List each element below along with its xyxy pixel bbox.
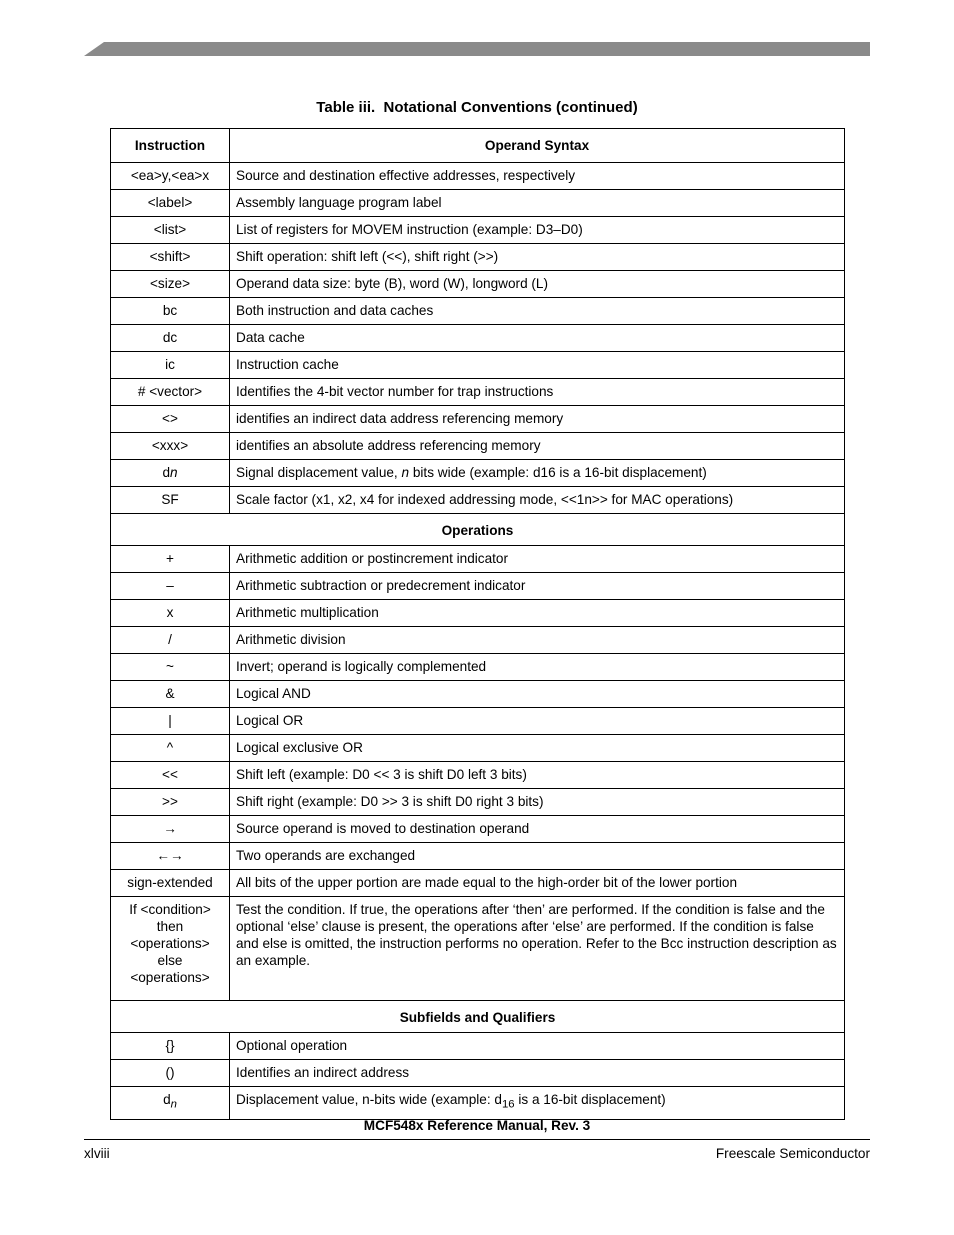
table-row [111,352,845,379]
row-description: Assembly language program label [230,190,845,217]
table-row [111,244,845,271]
table-row [111,406,845,433]
symbol-text: d [162,465,170,480]
row-symbol: <label> [111,190,230,217]
row-symbol: | [111,708,230,735]
company-name: Freescale Semiconductor [715,1146,870,1161]
row-symbol: <ea>y,<ea>x [111,163,230,190]
row-description: identifies an indirect data address referencing memory [230,406,845,433]
row-symbol: bc [111,298,230,325]
table-row [111,546,845,573]
description-subscript: 16 [501,1098,515,1111]
section-heading-row [111,514,845,546]
row-symbol: {} [111,1033,230,1060]
table-row [111,190,845,217]
symbol-subscript: n [170,1098,177,1111]
row-symbol: >> [111,789,230,816]
row-description: Source operand is moved to destination operand [230,816,845,843]
row-description: Scale factor (x1, x2, x4 for indexed addressing mode, <<1n>> for MAC operations) [230,487,845,514]
table-row [111,163,845,190]
row-symbol: <size> [111,271,230,298]
row-symbol: SF [111,487,230,514]
description-text: Displacement value, n-bits wide (example: d [236,1092,502,1107]
table-row [111,379,845,406]
row-description: Arithmetic subtraction or predecrement indicator [230,573,845,600]
row-symbol: ~ [111,654,230,681]
row-symbol: – [111,573,230,600]
row-symbol [111,460,230,487]
row-description [230,1087,845,1120]
table-row [111,816,845,843]
row-description: Data cache [230,325,845,352]
row-symbol: << [111,762,230,789]
row-description: Logical OR [230,708,845,735]
row-symbol: # <vector> [111,379,230,406]
table-title: Table iii. Notational Conventions (continued) [316,99,638,116]
row-symbol: ←→ [111,843,230,870]
header-decorative-bar [84,42,870,56]
footer-manual-title: MCF548x Reference Manual, Rev. 3 [363,1118,591,1133]
table-row [111,708,845,735]
row-symbol: () [111,1060,230,1087]
row-symbol: sign-extended [111,870,230,897]
row-description: Shift left (example: D0 << 3 is shift D0 left 3 bits) [230,762,845,789]
table-row [111,735,845,762]
table-row [111,897,845,1001]
description-text: is a 16-bit displacement) [514,1092,666,1107]
row-description: Instruction cache [230,352,845,379]
table-row [111,627,845,654]
table-row [111,654,845,681]
row-description: Both instruction and data caches [230,298,845,325]
table-row [111,460,845,487]
row-symbol [111,1087,230,1120]
table-row [111,271,845,298]
table-row [111,487,845,514]
row-symbol: / [111,627,230,654]
row-symbol: x [111,600,230,627]
table-row [111,325,845,352]
symbol-text: d [163,1092,171,1107]
table-row [111,762,845,789]
row-description: Identifies the 4-bit vector number for trap instructions [230,379,845,406]
table-row [111,217,845,244]
table-row [111,433,845,460]
row-description: Arithmetic addition or postincrement indicator [230,546,845,573]
row-description: Optional operation [230,1033,845,1060]
row-symbol: ^ [111,735,230,762]
footer-divider [84,1139,870,1140]
header-operand-syntax: Operand Syntax [230,129,845,163]
table-row [111,298,845,325]
table-row [111,1033,845,1060]
row-description: Invert; operand is logically complemented [230,654,845,681]
row-symbol: + [111,546,230,573]
page-number: xlviii [84,1146,110,1161]
header-instruction: Instruction [111,129,230,163]
table-header-row [111,129,845,163]
table-row [111,843,845,870]
row-description [230,460,845,487]
row-description: Test the condition. If true, the operations after ‘then’ are performed. If the condition is false and the optional ‘else’ clause is present, the operations after ‘else’ are performed. If the condition is false and else is omitted, the instruction performs no operation. Refer to the Bcc instruction description as an example. [230,897,845,1001]
row-symbol: ic [111,352,230,379]
row-description: List of registers for MOVEM instruction (example: D3–D0) [230,217,845,244]
row-description: Identifies an indirect address [230,1060,845,1087]
row-symbol: <> [111,406,230,433]
row-description: Logical AND [230,681,845,708]
description-italic: n [401,465,410,480]
row-symbol: <xxx> [111,433,230,460]
row-description: Logical exclusive OR [230,735,845,762]
row-description: Shift operation: shift left (<<), shift right (>>) [230,244,845,271]
row-symbol: & [111,681,230,708]
row-description: All bits of the upper portion are made equal to the high-order bit of the lower portion [230,870,845,897]
table-row [111,1087,845,1120]
table-row [111,789,845,816]
row-description: Two operands are exchanged [230,843,845,870]
row-description: Arithmetic division [230,627,845,654]
table-row [111,600,845,627]
table-row [111,870,845,897]
section-heading-row [111,1001,845,1033]
symbol-italic: n [170,465,178,480]
description-text: bits wide (example: d16 is a 16-bit displacement) [409,465,707,480]
row-description: Shift right (example: D0 >> 3 is shift D0 right 3 bits) [230,789,845,816]
table-row [111,681,845,708]
row-description: identifies an absolute address referencing memory [230,433,845,460]
row-symbol: If <condition> then <operations> else <operations> [111,897,230,1001]
table-row [111,573,845,600]
notational-conventions-table [110,128,845,1120]
row-description: Operand data size: byte (B), word (W), longword (L) [230,271,845,298]
row-description: Arithmetic multiplication [230,600,845,627]
section-heading-operations: Operations [111,514,845,546]
row-symbol: → [111,816,230,843]
section-heading-subfields: Subfields and Qualifiers [111,1001,845,1033]
row-symbol: <shift> [111,244,230,271]
row-description: Source and destination effective addresses, respectively [230,163,845,190]
row-symbol: dc [111,325,230,352]
row-symbol: <list> [111,217,230,244]
description-text: Signal displacement value, [236,465,402,480]
table-row [111,1060,845,1087]
